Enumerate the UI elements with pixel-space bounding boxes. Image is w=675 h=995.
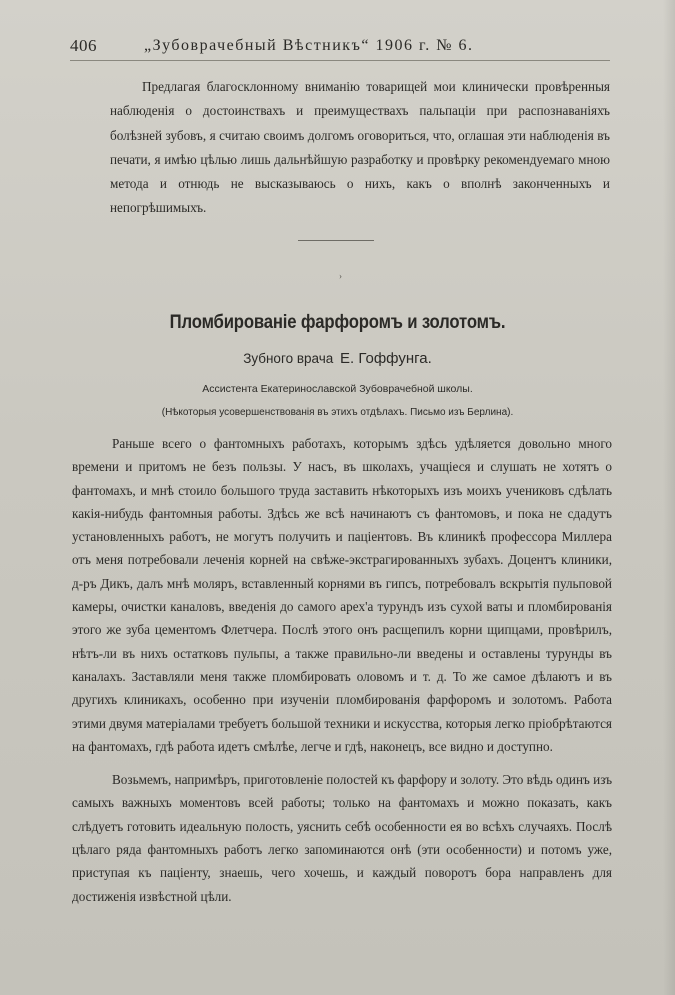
- article-subtitle: (Нѣкоторыя усовершенствованія въ этихъ отдѣлахъ. Письмо изъ Берлина).: [161, 407, 514, 418]
- author-affiliation: Ассистента Екатеринославской Зубоврачебной школы.: [202, 383, 473, 395]
- author-line: [0, 350, 675, 367]
- article-title: Пломбированіе фарфоромъ и золотомъ.: [169, 312, 506, 333]
- journal-title: „Зубоврачебный Вѣстникъ“ 1906 г. № 6.: [144, 37, 474, 54]
- page-number: 406: [70, 36, 97, 55]
- section-divider: [298, 240, 374, 241]
- body-paragraph-2: Возьмемъ, напримѣръ, приготовленіе полостей къ фарфору и золоту. Это вѣдь одинъ изъ самыхъ важныхъ моментовъ всей работы; только на фантомахъ и можно показать, какъ слѣдуетъ готовить идеальную полость, уяснить себѣ особенности ея во всѣхъ случаяхъ. Послѣ цѣлаго ряда фантомныхъ работъ легко запоминаются онѣ (эти особенности) и потомъ уже, приступая къ паціенту, знаешь, чего хочешь, и каждый поворотъ бора направленъ для достиженія извѣстной цѣли.: [72, 772, 613, 904]
- article-body: [72, 432, 612, 908]
- body-paragraph-1: Раньше всего о фантомныхъ работахъ, которымъ здѣсь удѣляется довольно много времени и притомъ не безъ пользы. У насъ, въ школахъ, учащіеся и слушать не хотятъ о фантомахъ, и мнѣ стоило большого труда заставить нѣкоторыхъ изъ моихъ учениковъ сдѣлать какія-нибудь фантомныя работы. Здѣсь же всѣ начинаютъ съ фантомовъ, и пока не сдадутъ установленныхъ работъ, не могутъ получить и паціентовъ. Въ клиникѣ профессора Миллера отъ меня потребовали леченія корней на свѣже-экстрагированныхъ зубахъ. Доцентъ клиники, д-ръ Дикъ, далъ мнѣ моляръ, вставленный корнями въ гипсъ, потребовалъ вскрытія пульповой камеры, очистки каналовъ, введенія до самого apex'а турундъ изъ сухой ваты и пломбированія этого же зуба цементомъ Флетчера. Послѣ этого онъ расщепилъ корни щипцами, провѣрилъ, нѣтъ-ли въ нихъ остатковъ пульпы, а также правильно-ли введены и оставлены турунды въ каналахъ. Заставляли меня также пломбировать оловомъ и т. д. То же самое дѣлаютъ и въ другихъ клиникахъ, особенно при изученіи пломбированія фарфоромъ и золотомъ. Работа этими двумя матеріалами требуетъ большой техники и искусства, которыя легко пріобрѣтаются на фантомахъ, гдѣ работа идетъ смѣлѣе, легче и гдѣ, наконецъ, все видно и доступно.: [72, 436, 612, 754]
- running-header: [70, 36, 610, 61]
- page-edge-shadow: [663, 0, 675, 995]
- print-mark: ›: [339, 271, 342, 281]
- author-name: Е. Гоффунга.: [340, 350, 432, 367]
- intro-paragraph: [110, 75, 610, 221]
- author-prefix: Зубного врача: [243, 351, 334, 366]
- intro-text: Предлагая благосклонному вниманію товарищей мои клинически провѣренныя наблюденія о достоинствахъ и преимуществахъ пальпаціи при распознаваніяхъ болѣзней зубовъ, я считаю своимъ долгомъ оговориться, что, оглашая эти наблюденія въ печати, я имѣю цѣлью лишь дальнѣйшую разработку и провѣрку рекомендуемаго мною метода и отнюдь не высказываюсь о нихъ, какъ о вполнѣ законченныхъ и непогрѣшимыхъ.: [110, 79, 610, 216]
